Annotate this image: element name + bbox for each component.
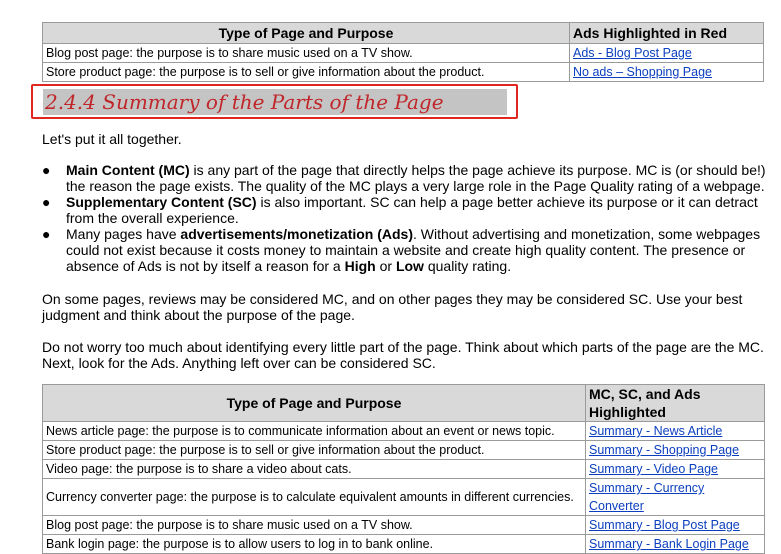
term-prefix: Many pages have xyxy=(66,226,181,242)
term-description: is any part of the page that directly helps the page achieve its purpose. MC is (or should be!) the reason the page exists. The quality of the MC plays a very large role in the Page Quality rating of a webpage. xyxy=(66,162,766,194)
example-link-cell xyxy=(586,422,765,441)
term-bold: Supplementary Content (SC) xyxy=(66,194,257,210)
example-link-cell xyxy=(570,63,764,82)
bullet-icon: ● xyxy=(42,226,51,242)
term-description: is also important. SC can help a page better achieve its purpose or it can detract from the overall experience. xyxy=(66,194,758,226)
bullet-icon: ● xyxy=(42,194,51,210)
paragraph-identify: Do not worry too much about identifying every little part of the page. Think about which parts of the page are the MC. Next, look for the Ads. Anything left over can be considered SC. xyxy=(42,339,764,371)
column-header: MC, SC, and Ads Highlighted xyxy=(586,385,765,422)
section-heading-highlight-box xyxy=(31,84,518,119)
example-link[interactable]: Summary - Shopping Page xyxy=(589,443,740,457)
page-purpose-cell: Blog post page: the purpose is to share music used on a TV show. xyxy=(43,516,586,535)
bullet-icon: ● xyxy=(42,162,51,178)
term-connector: or xyxy=(375,258,396,274)
list-item xyxy=(42,194,766,226)
table-row xyxy=(43,422,765,441)
paragraph-reviews: On some pages, reviews may be considered MC, and on other pages they may be considered SC. Use your best judgment and think about the purpose of the page. xyxy=(42,291,743,323)
example-link[interactable]: Summary - Bank Login Page xyxy=(589,537,749,551)
example-link[interactable]: Summary - News Article xyxy=(589,424,723,438)
list-item xyxy=(42,162,766,194)
example-link[interactable]: No ads – Shopping Page xyxy=(573,65,712,79)
term-bold: Main Content (MC) xyxy=(66,162,190,178)
examples-table-summary xyxy=(42,384,765,554)
parts-bullet-list xyxy=(42,162,766,274)
intro-text: Let's put it all together. xyxy=(42,131,182,147)
page-purpose-cell: Currency converter page: the purpose is to calculate equivalent amounts in different currencies. xyxy=(43,479,586,516)
example-link-cell xyxy=(586,479,765,516)
table-header-row xyxy=(43,385,765,422)
table-row xyxy=(43,479,765,516)
example-link[interactable]: Ads - Blog Post Page xyxy=(573,46,692,60)
table-row xyxy=(43,63,764,82)
column-header: Type of Page and Purpose xyxy=(43,23,570,44)
page-purpose-cell: Store product page: the purpose is to sell or give information about the product. xyxy=(43,63,570,82)
page-purpose-cell: Store product page: the purpose is to sell or give information about the product. xyxy=(43,441,586,460)
example-link[interactable]: Summary - Currency Converter xyxy=(589,481,705,513)
column-header: Type of Page and Purpose xyxy=(43,385,586,422)
table-header-row xyxy=(43,23,764,44)
table-row xyxy=(43,460,765,479)
example-link-cell xyxy=(586,441,765,460)
term-bold: advertisements/monetization (Ads) xyxy=(180,226,414,242)
page-purpose-cell: Blog post page: the purpose is to share music used on a TV show. xyxy=(43,44,570,63)
example-link-cell xyxy=(586,535,765,554)
table-row xyxy=(43,441,765,460)
example-link[interactable]: Summary - Video Page xyxy=(589,462,718,476)
example-link[interactable]: Summary - Blog Post Page xyxy=(589,518,740,532)
term-ending: quality rating. xyxy=(423,258,512,274)
example-link-cell xyxy=(586,460,765,479)
examples-table-ads xyxy=(42,22,764,82)
table-row xyxy=(43,535,765,554)
section-heading: 2.4.4 Summary of the Parts of the Page xyxy=(43,89,507,115)
rating-high: High xyxy=(344,258,376,274)
column-header: Ads Highlighted in Red xyxy=(570,23,764,44)
rating-low: Low xyxy=(395,258,424,274)
page-purpose-cell: News article page: the purpose is to communicate information about an event or news topic. xyxy=(43,422,586,441)
example-link-cell xyxy=(570,44,764,63)
table-row xyxy=(43,44,764,63)
table-row xyxy=(43,516,765,535)
page-purpose-cell: Video page: the purpose is to share a video about cats. xyxy=(43,460,586,479)
term-description: . Without advertising and monetization, some webpages could not exist because it costs money to maintain a website and create high quality content. The presence or absence of Ads is not by itself a reason for a xyxy=(66,226,761,274)
example-link-cell xyxy=(586,516,765,535)
page-purpose-cell: Bank login page: the purpose is to allow users to log in to bank online. xyxy=(43,535,586,554)
list-item xyxy=(42,226,766,274)
